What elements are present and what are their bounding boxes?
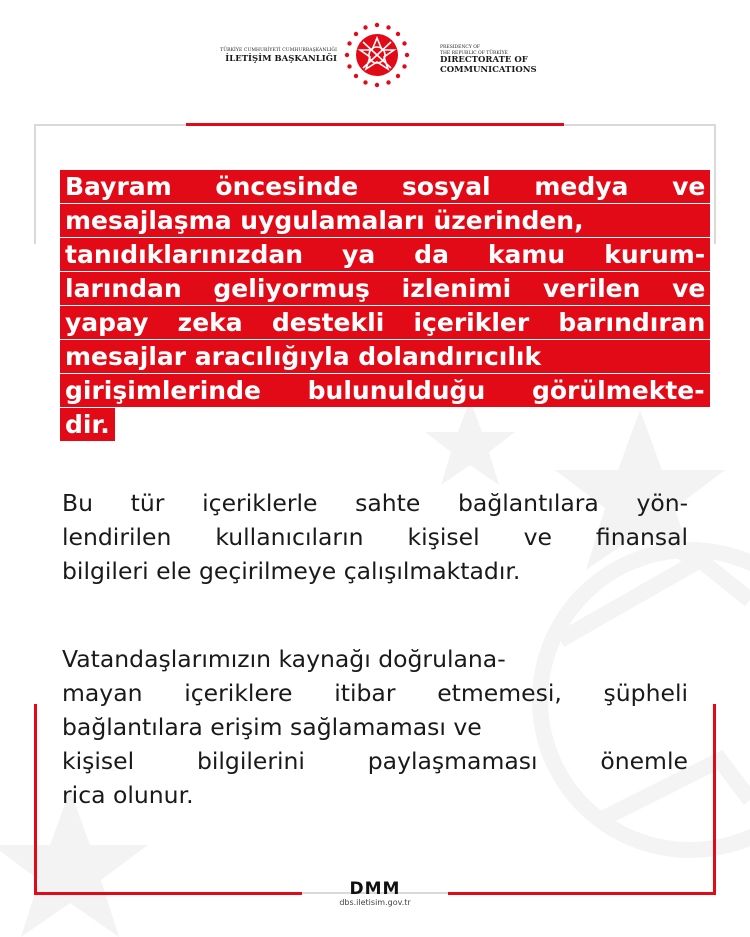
org-subtitle-english-2: THE REPUBLIC OF TÜRKİYE — [440, 50, 508, 56]
footer-url[interactable]: dbs.iletisim.gov.tr — [339, 898, 411, 907]
org-subtitle-turkish: TÜRKİYE CUMHURİYETİ CUMHURBAŞKANLIĞI — [220, 48, 337, 53]
highlight-line: larından geliyormuş izlenimi verilen ve — [60, 272, 710, 305]
org-name-english — [440, 45, 537, 75]
frame-left-edge-top — [34, 124, 36, 244]
dmm-logo: DMM — [349, 879, 401, 899]
presidency-emblem-icon — [341, 20, 413, 100]
org-name-turkish — [220, 48, 337, 65]
highlight-line: dir. — [60, 408, 115, 441]
footer — [0, 880, 750, 908]
highlight-line: mesajlaşma uygulamaları üzerinden, — [60, 204, 710, 237]
paragraph-line: bilgileri ele geçirilmeye çalışılmaktadır. — [62, 557, 521, 585]
org-subtitle-english-1: PRESIDENCY OF — [440, 45, 481, 50]
highlighted-lead-paragraph — [60, 170, 710, 446]
frame-right-edge-top — [714, 124, 716, 244]
highlight-line: girişimlerinde bulunulduğu görülmekte- — [60, 374, 710, 407]
paragraph-line: Bu tür içeriklerle sahte bağlantılara yön- — [62, 489, 689, 517]
highlight-line: mesajlar aracılığıyla dolandırıcılık — [60, 340, 710, 373]
paragraph-line: bağlantılara erişim sağlamaması ve — [62, 713, 482, 741]
paragraph-line: rica olunur. — [62, 781, 194, 809]
org-title-english-1: DIRECTORATE OF — [440, 55, 528, 65]
org-title-english-2: COMMUNICATIONS — [440, 64, 537, 75]
highlight-line: Bayram öncesinde sosyal medya ve — [60, 170, 710, 203]
body-paragraph-1 — [62, 486, 702, 588]
frame-top-accent — [186, 123, 564, 126]
frame-right-accent — [713, 704, 716, 894]
highlight-line: yapay zeka destekli içerikler barındıran — [60, 306, 710, 339]
body-paragraph-2 — [62, 642, 702, 812]
paragraph-line: kişisel bilgilerini paylaşmaması önemle — [62, 747, 688, 775]
paragraph-line: mayan içeriklere itibar etmemesi, şüpheli — [62, 679, 689, 707]
header — [0, 18, 750, 113]
org-title-turkish: İLETİŞİM BAŞKANLIĞI — [225, 54, 337, 64]
paragraph-line: Vatandaşlarımızın kaynağı doğrulana- — [62, 645, 506, 673]
frame-left-accent — [34, 704, 37, 894]
paragraph-line: lendirilen kullanıcıların kişisel ve finansal — [62, 523, 689, 551]
highlight-line: tanıdıklarınızdan ya da kamu kurum- — [60, 238, 710, 271]
